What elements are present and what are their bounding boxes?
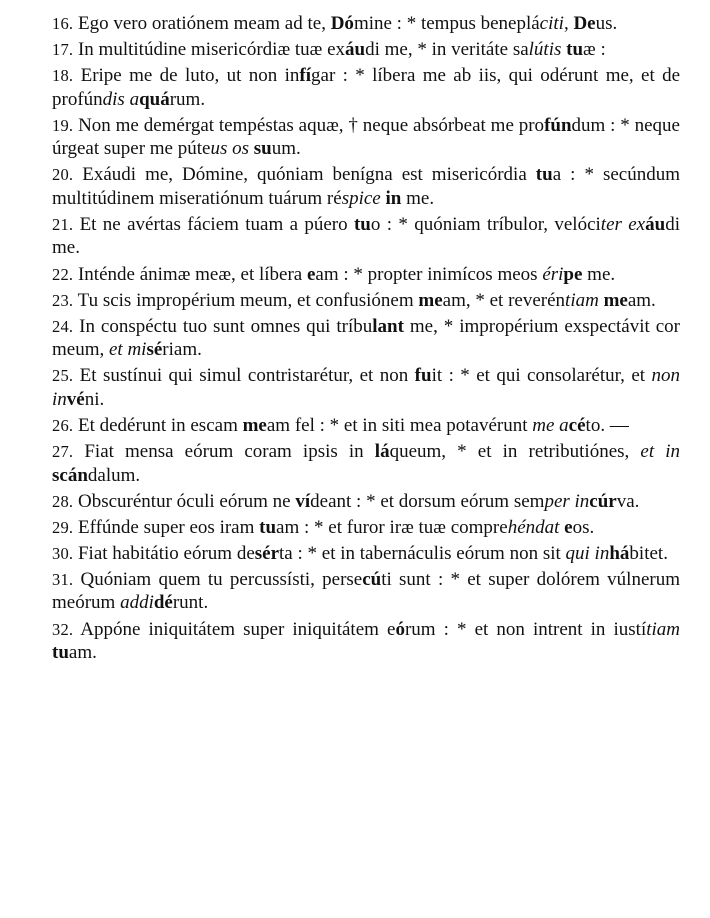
accent-syllable: tu [535, 164, 553, 186]
accent-syllable: cé [568, 414, 586, 436]
verse-number: 20. [52, 165, 74, 185]
verse-text: di me, * in veritáte sa [365, 39, 529, 61]
accent-syllable: sé [146, 339, 163, 361]
accent-syllable: ví [295, 490, 311, 512]
verse-25 [52, 364, 680, 411]
accent-syllable: Dó [330, 13, 354, 34]
verse-16 [52, 12, 680, 36]
accent-syllable: tu [566, 39, 584, 61]
accent-syllable: me [603, 289, 628, 311]
verse-28 [52, 490, 680, 514]
verse-text: Fiat habitátio eórum de [73, 542, 255, 564]
verse-text: In conspéctu tuo sunt omnes qui tríbu [73, 315, 373, 337]
verse-text: ta : * et in tabernáculis eórum non sit [279, 542, 566, 564]
accent-syllable: quá [139, 88, 170, 110]
italic-text: spice [341, 187, 381, 209]
italic-text: qui in [565, 542, 610, 564]
verse-text: Ego vero oratiónem meam ad te, [73, 13, 331, 34]
verse-number: 31. [52, 569, 74, 589]
verse-23 [52, 289, 680, 313]
verse-text: , [563, 13, 574, 34]
accent-syllable: cúr [589, 490, 617, 512]
verse-text: Exáudi me, Dómine, quóniam benígna est misericórdia [73, 164, 536, 186]
verse-text: ni. [84, 388, 105, 410]
verse-number: 32. [52, 619, 74, 639]
verse-text: Et sustínui qui simul contristarétur, et non [73, 365, 415, 387]
verse-text: am, * et reverén [442, 289, 566, 311]
verse-26 [52, 414, 680, 438]
verse-text: Tu scis impropérium meum, et confusiónem [73, 289, 419, 311]
verse-text: deant : * et dorsum eórum sem [310, 490, 545, 512]
verse-text: Eripe me de luto, ut non in [73, 65, 300, 87]
accent-syllable: ó [395, 618, 405, 640]
verse-number: 18. [52, 66, 74, 86]
verse-text: æ : [583, 39, 606, 61]
verse-text: to. — [585, 414, 629, 436]
verse-number: 16. [52, 14, 74, 33]
verse-text: am : * et furor iræ tuæ compre [276, 516, 508, 538]
accent-syllable: áu [645, 213, 666, 235]
verse-text: va. [616, 490, 640, 512]
verse-31 [52, 568, 680, 615]
verse-27 [52, 440, 680, 487]
verse-18 [52, 64, 680, 111]
accent-syllable: e [306, 263, 316, 285]
verse-text: me, * impropérium exspectávit cor meum, [52, 315, 680, 361]
italic-text: éri [542, 263, 564, 285]
accent-syllable: e [564, 516, 573, 538]
accent-syllable: cú [362, 568, 382, 590]
verse-20 [52, 163, 680, 210]
accent-syllable: lant [372, 315, 404, 337]
verse-text: queum, * et in retributiónes, [389, 441, 641, 463]
italic-text: per in [544, 490, 590, 512]
verse-text: bitet. [629, 542, 668, 564]
accent-syllable: tu [259, 516, 277, 538]
verse-text: Non me demérgat tempéstas aquæ, † neque absórbeat me pro [73, 114, 545, 136]
italic-text: non in [52, 365, 681, 410]
accent-syllable: me [242, 414, 267, 436]
accent-syllable: sér [254, 542, 280, 564]
verse-number: 19. [52, 115, 74, 135]
verse-text: rum. [169, 88, 206, 110]
verse-text: am : * propter inimícos meos [315, 263, 543, 285]
verse-text: Inténde ánimæ meæ, et líbera [73, 263, 307, 285]
verse-text: In multitúdine misericórdiæ tuæ ex [73, 39, 346, 61]
verse-text: rum : * et non intrent in iustí [404, 618, 647, 640]
verse-text: dum : * neque úrgeat super me púte [52, 114, 680, 160]
italic-text: ter ex [600, 213, 646, 235]
verse-text: mine : * tempus beneplá [353, 13, 540, 34]
italic-text: tiam [646, 618, 681, 640]
italic-text: us os [210, 138, 250, 160]
verse-19 [52, 114, 680, 161]
italic-text: tiam [565, 289, 599, 311]
verse-text: am. [68, 642, 97, 663]
verse-number: 17. [52, 40, 74, 60]
verse-text: riam. [162, 339, 202, 361]
verse-text: it : * et qui consolarétur, et [431, 365, 652, 387]
accent-syllable: su [253, 138, 272, 160]
verse-number: 21. [52, 214, 74, 234]
verse-text: um. [271, 138, 301, 160]
verse-text: Fiat mensa eórum coram ipsis in [73, 441, 375, 463]
verse-text: Quóniam quem tu percussísti, perse [73, 568, 363, 590]
verse-number: 23. [52, 290, 74, 310]
verse-text: Et ne avértas fáciem tuam a púero [73, 213, 354, 235]
italic-text: addi [120, 592, 154, 614]
verse-text: ti sunt : * et super dolórem vúlnerum meórum [52, 568, 680, 614]
accent-syllable: tu [353, 213, 371, 235]
accent-syllable: scán [52, 464, 88, 486]
verse-number: 25. [52, 366, 74, 386]
verse-text: us. [595, 13, 618, 34]
verse-text: am. [627, 289, 656, 311]
verse-text: o : * quóniam tríbulor, velóci [370, 213, 601, 235]
verse-number: 29. [52, 517, 74, 537]
verse-text: di me. [52, 213, 680, 259]
accent-syllable: pe [563, 263, 583, 285]
verse-text: Et dedérunt in escam [73, 414, 243, 436]
accent-syllable: fu [414, 365, 432, 387]
verse-text: dalum. [87, 464, 141, 486]
italic-text: dis a [102, 88, 140, 110]
verse-text: am fel : * et in siti mea potavérunt [266, 414, 533, 436]
italic-text: citi [539, 13, 564, 34]
accent-syllable: tu [52, 642, 69, 663]
verse-text: Appóne iniquitátem super iniquitátem e [73, 618, 396, 640]
accent-syllable: fí [299, 65, 312, 87]
verse-number: 22. [52, 264, 74, 284]
accent-syllable: me [418, 289, 443, 311]
accent-syllable: in [385, 187, 402, 209]
verse-text: me. [401, 187, 435, 209]
italic-text: et in [640, 441, 681, 463]
accent-syllable: há [609, 542, 630, 564]
italic-text: et mi [109, 339, 147, 361]
verse-text: me. [582, 263, 616, 285]
verse-text: os. [572, 516, 595, 538]
verse-24 [52, 315, 680, 362]
verse-number: 28. [52, 491, 74, 511]
verse-text: a : * secúndum multitúdinem miseratiónum tuárum ré [52, 164, 680, 209]
verse-text: Obscuréntur óculi eórum ne [73, 490, 296, 512]
verse-number: 30. [52, 543, 74, 563]
italic-text: héndat [507, 516, 560, 538]
accent-syllable: vé [66, 388, 85, 410]
verse-number: 24. [52, 316, 74, 336]
accent-syllable: lá [374, 441, 390, 463]
italic-text: me a [532, 414, 569, 436]
verse-number: 27. [52, 442, 74, 462]
verse-text: gar : * líbera me ab iis, qui odérunt me, et de profún [52, 65, 681, 110]
verse-text: runt. [172, 592, 209, 614]
verse-text: Effúnde super eos iram [73, 516, 260, 538]
verse-29 [52, 516, 680, 540]
verse-21 [52, 213, 680, 260]
italic-text: lútis [528, 39, 562, 61]
verse-32 [52, 618, 680, 665]
verse-17 [52, 38, 680, 62]
verse-30 [52, 542, 680, 566]
verse-number: 26. [52, 415, 74, 435]
accent-syllable: De [573, 13, 596, 34]
accent-syllable: áu [345, 39, 366, 61]
verse-22 [52, 263, 680, 287]
accent-syllable: fún [544, 114, 572, 136]
accent-syllable: dé [153, 592, 173, 614]
